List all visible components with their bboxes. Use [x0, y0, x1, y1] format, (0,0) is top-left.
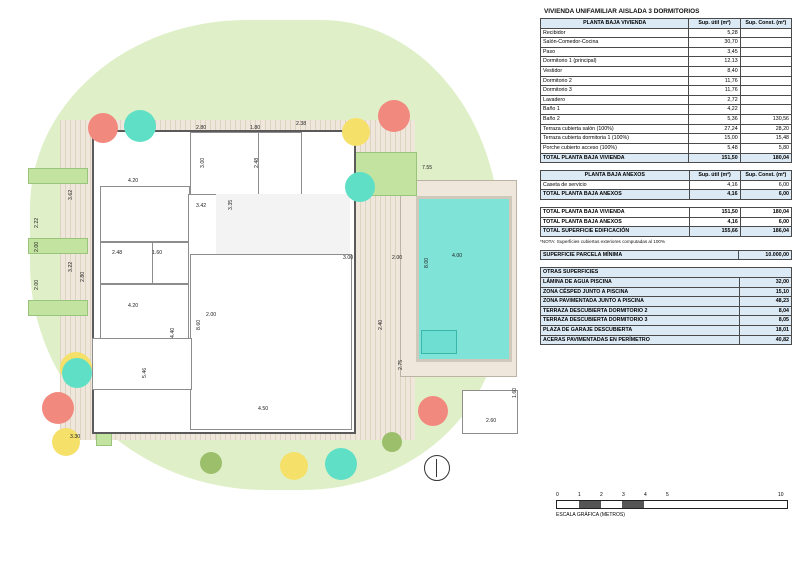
cell: 5,36: [689, 115, 740, 125]
table-row: [541, 306, 792, 316]
table-row: [541, 297, 792, 307]
cell: ZONA CÉSPED JUNTO A PISCINA: [541, 287, 740, 297]
table-row: [541, 134, 792, 144]
col-header: PLANTA BAJA VIVIENDA: [541, 19, 689, 29]
dimension-text: 2.40: [378, 319, 384, 330]
cell: 4,16: [689, 180, 740, 190]
cell: 6,00: [740, 180, 791, 190]
dimension-text: 3.00: [343, 255, 354, 261]
table-row: [541, 250, 792, 260]
dimension-text: 7.55: [422, 165, 433, 171]
dimension-text: 3.35: [228, 199, 234, 210]
cell: [740, 57, 791, 67]
cell: 30,70: [689, 38, 740, 48]
cell: 4,16: [689, 190, 740, 200]
cell: 151,50: [689, 153, 740, 163]
col-header: OTRAS SUPERFICIES: [541, 268, 792, 278]
table-row: [541, 316, 792, 326]
tree-12: [325, 448, 357, 480]
cell: TERRAZA DESCUBIERTA DORMITORIO 3: [541, 316, 740, 326]
cell: 11,76: [689, 86, 740, 96]
cell: TOTAL PLANTA BAJA VIVIENDA: [541, 207, 690, 217]
graphic-scale: [556, 492, 788, 518]
cell: 8,05: [739, 316, 791, 326]
table-parcela-minima: [540, 250, 792, 261]
tree-1: [88, 113, 118, 143]
cell: ACERAS PAVIMENTADAS EN PERÍMETRO: [541, 335, 740, 345]
room-dormitorio-2: [100, 186, 190, 242]
surface-note: *NOTA: Superficies cubiertas exteriores computadas al 100%: [540, 238, 666, 244]
north-symbol: [424, 455, 450, 481]
cell: TOTAL PLANTA BAJA ANEXOS: [541, 190, 690, 200]
dimension-text: 2.22: [34, 217, 40, 228]
dimension-text: 1.80: [250, 125, 261, 131]
table-row: [541, 95, 792, 105]
cell: 5,48: [689, 143, 740, 153]
cell: 11,76: [689, 76, 740, 86]
dimension-text: 2.00: [34, 241, 40, 252]
room-recibidor: [92, 338, 192, 390]
table-total-row: [541, 190, 792, 200]
dimension-text: 2.48: [112, 250, 123, 256]
cell: [740, 105, 791, 115]
table-row: [541, 207, 792, 217]
table-total-row: [541, 153, 792, 163]
sheet-title: VIVIENDA UNIFAMILIAR AISLADA 3 DORMITORIOS: [544, 8, 700, 15]
cell: 151,50: [689, 207, 740, 217]
table-otras-superficies: [540, 267, 792, 345]
cell: TOTAL SUPERFICIE EDIFICACIÓN: [541, 227, 690, 237]
cell: 27,24: [689, 124, 740, 134]
cell: 2,72: [689, 95, 740, 105]
scale-tick: 10: [778, 492, 784, 498]
table-row: [541, 67, 792, 77]
cell: [740, 95, 791, 105]
dimension-text: 8.60: [196, 319, 202, 330]
table-planta-baja-vivienda: [540, 18, 792, 163]
dimension-text: 4.00: [452, 253, 463, 259]
dimension-text: 2.80: [196, 125, 207, 131]
dimension-text: 1.60: [152, 250, 163, 256]
dimension-text: 2.00: [206, 312, 217, 318]
cell: 5,80: [740, 143, 791, 153]
cell: 28,20: [740, 124, 791, 134]
cell: 6,00: [740, 217, 791, 227]
dimension-text: 2.38: [296, 121, 307, 127]
room-vestidor: [258, 132, 302, 196]
areas-tables: [540, 6, 794, 352]
cell: Vestidor: [541, 67, 689, 77]
col-header: Sup. útil (m²): [689, 171, 740, 181]
cell: 3,45: [689, 47, 740, 57]
room-lavadero: [152, 242, 190, 284]
dimension-text: 5.46: [142, 367, 148, 378]
cell: TOTAL PLANTA BAJA ANEXOS: [541, 217, 690, 227]
dimension-text: 4.40: [170, 327, 176, 338]
cell: Dormitorio 2: [541, 76, 689, 86]
col-header: Sup. útil (m²): [689, 19, 740, 29]
scale-tick: 1: [578, 492, 581, 498]
cell: 186,04: [740, 227, 791, 237]
cell: Terraza cubierta dormitoria 1 (100%): [541, 134, 689, 144]
dimension-text: 2.75: [398, 359, 404, 370]
cell: SUPERFICIE PARCELA MÍNIMA: [541, 250, 739, 260]
pool-steps: [421, 330, 457, 354]
col-header: Sup. Const. (m²): [740, 19, 791, 29]
dimension-text: 3.30: [70, 434, 81, 440]
cell: Salón-Comedor-Cocina: [541, 38, 689, 48]
lawn-strip-1: [28, 168, 88, 184]
dimension-text: 2.80: [80, 271, 86, 282]
table-row: [541, 105, 792, 115]
cell: 4,16: [689, 217, 740, 227]
table-row: [541, 28, 792, 38]
cell: Paso: [541, 47, 689, 57]
dimension-text: 3.42: [196, 203, 207, 209]
cell: [740, 76, 791, 86]
tree-14: [382, 432, 402, 452]
table-row: [541, 217, 792, 227]
cell: 15,00: [689, 134, 740, 144]
cell: 155,66: [689, 227, 740, 237]
room-salon-main: [190, 254, 352, 430]
scale-tick: 3: [622, 492, 625, 498]
cell: 4,22: [689, 105, 740, 115]
cell: Caseta de servicio: [541, 180, 690, 190]
table-row: [541, 76, 792, 86]
table-row: [541, 124, 792, 134]
tree-5: [345, 172, 375, 202]
cell: 5,28: [689, 28, 740, 38]
cell: 8,04: [739, 306, 791, 316]
caseta-de-servicio: [462, 387, 518, 434]
dimension-text: 3.62: [68, 189, 74, 200]
tree-11: [280, 452, 308, 480]
cell: 18,01: [739, 326, 791, 336]
table-row: [541, 38, 792, 48]
table-row: [541, 335, 792, 345]
cell: 40,82: [739, 335, 791, 345]
cell: 8,40: [689, 67, 740, 77]
dimension-text: 3.00: [200, 157, 206, 168]
cell: [740, 86, 791, 96]
scale-bar: [556, 500, 788, 509]
cell: Baño 1: [541, 105, 689, 115]
table-totales: [540, 207, 792, 237]
tree-8: [42, 392, 74, 424]
cell: TERRAZA DESCUBIERTA DORMITORIO 2: [541, 306, 740, 316]
cell: 130,56: [740, 115, 791, 125]
table-row: [541, 86, 792, 96]
cell: 32,00: [739, 278, 791, 288]
cell: [740, 67, 791, 77]
table-row: [541, 143, 792, 153]
cell: [740, 47, 791, 57]
scale-tick: 5: [666, 492, 669, 498]
dimension-text: 4.20: [128, 178, 139, 184]
cell: 10.000,00: [739, 250, 792, 260]
scale-tick: 2: [600, 492, 603, 498]
cell: Terraza cubierta salón (100%): [541, 124, 689, 134]
cell: ZONA PAVIMENTADA JUNTO A PISCINA: [541, 297, 740, 307]
tree-7: [62, 358, 92, 388]
dimension-text: 2.48: [254, 157, 260, 168]
tree-10: [200, 452, 222, 474]
dimension-text: 4.50: [258, 406, 269, 412]
cell: [740, 38, 791, 48]
table-planta-baja-anexos: [540, 170, 792, 200]
table-total-row: [541, 227, 792, 237]
cell: Lavadero: [541, 95, 689, 105]
col-header: PLANTA BAJA ANEXOS: [541, 171, 690, 181]
dimension-text: 8.00: [424, 257, 430, 268]
cell: 15,48: [740, 134, 791, 144]
cell: 180,04: [740, 153, 791, 163]
scale-label: ESCALA GRÁFICA (METROS): [556, 512, 625, 518]
cell: Recibidor: [541, 28, 689, 38]
scale-tick: 0: [556, 492, 559, 498]
cell: 180,04: [740, 207, 791, 217]
cell: Dormitorio 3: [541, 86, 689, 96]
cell: [740, 28, 791, 38]
dimension-text: 3.22: [68, 261, 74, 272]
tree-2: [124, 110, 156, 142]
cell: Baño 2: [541, 115, 689, 125]
scale-ticks: [556, 492, 788, 500]
table-row: [541, 47, 792, 57]
cell: Dormitorio 1 (principal): [541, 57, 689, 67]
table-row: [541, 115, 792, 125]
cell: 48,23: [739, 297, 791, 307]
table-row: [541, 287, 792, 297]
dimension-text: 2.60: [486, 418, 497, 424]
table-row: [541, 326, 792, 336]
col-header: Sup. Const. (m²): [740, 171, 791, 181]
tree-9: [52, 428, 80, 456]
dimension-text: 2.00: [392, 255, 403, 261]
room-salon-comedor-cocina: [216, 194, 350, 254]
dimension-text: 2.00: [34, 279, 40, 290]
dimension-text: 4.20: [128, 303, 139, 309]
table-row: [541, 278, 792, 288]
room-bano-1: [100, 242, 154, 284]
tree-13: [418, 396, 448, 426]
table-row: [541, 57, 792, 67]
cell: 6,00: [740, 190, 791, 200]
cell: 12,13: [689, 57, 740, 67]
scale-tick: 4: [644, 492, 647, 498]
table-row: [541, 180, 792, 190]
tree-3: [342, 118, 370, 146]
cell: LÁMINA DE AGUA PISCINA: [541, 278, 740, 288]
cell: Porche cubierto acceso (100%): [541, 143, 689, 153]
tree-4: [378, 100, 410, 132]
cell: PLAZA DE GARAJE DESCUBIERTA: [541, 326, 740, 336]
cell: TOTAL PLANTA BAJA VIVIENDA: [541, 153, 689, 163]
room-dormitorio-3: [100, 284, 190, 340]
dimension-text: 1.60: [512, 387, 518, 398]
cell: 15,10: [739, 287, 791, 297]
lawn-strip-3: [28, 300, 88, 316]
